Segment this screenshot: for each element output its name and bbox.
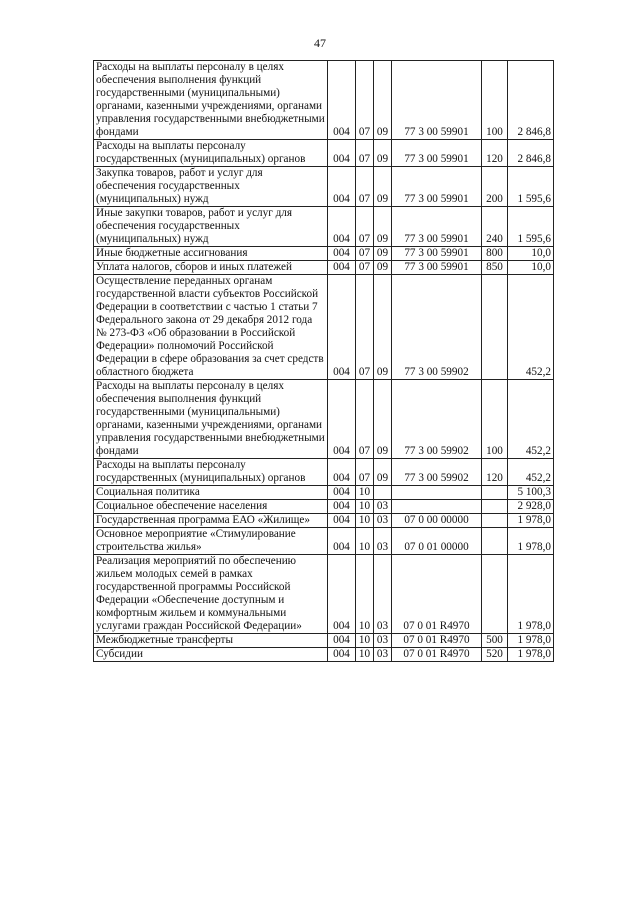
row-amount: 2 846,8 bbox=[508, 140, 554, 167]
row-subsection-code bbox=[374, 486, 392, 500]
row-target-article: 77 3 00 59902 bbox=[392, 275, 482, 380]
table-row bbox=[94, 486, 554, 500]
row-section-code: 07 bbox=[356, 207, 374, 247]
row-target-article: 07 0 00 00000 bbox=[392, 514, 482, 528]
table-row bbox=[94, 61, 554, 140]
row-subsection-code: 03 bbox=[374, 500, 392, 514]
row-section-code: 07 bbox=[356, 261, 374, 275]
row-amount: 2 928,0 bbox=[508, 500, 554, 514]
row-amount: 1 978,0 bbox=[508, 648, 554, 662]
row-name: Расходы на выплаты персоналу в целях обеспечения выполнения функций государственными (муниципальными) органами, казенными учреждениями, органами управления государственными внебюджетными фондами bbox=[94, 380, 328, 459]
row-expense-type: 200 bbox=[482, 167, 508, 207]
row-section-code: 07 bbox=[356, 167, 374, 207]
row-name: Субсидии bbox=[94, 648, 328, 662]
row-expense-type bbox=[482, 275, 508, 380]
table-row bbox=[94, 528, 554, 555]
row-subsection-code: 03 bbox=[374, 555, 392, 634]
row-target-article: 07 0 01 R4970 bbox=[392, 555, 482, 634]
row-amount: 452,2 bbox=[508, 275, 554, 380]
row-amount: 1 978,0 bbox=[508, 528, 554, 555]
row-section-code: 07 bbox=[356, 61, 374, 140]
row-ved-code: 004 bbox=[328, 247, 356, 261]
row-expense-type: 500 bbox=[482, 634, 508, 648]
row-subsection-code: 09 bbox=[374, 207, 392, 247]
row-subsection-code: 03 bbox=[374, 528, 392, 555]
row-ved-code: 004 bbox=[328, 167, 356, 207]
row-subsection-code: 09 bbox=[374, 167, 392, 207]
row-expense-type: 800 bbox=[482, 247, 508, 261]
row-ved-code: 004 bbox=[328, 140, 356, 167]
row-target-article: 77 3 00 59901 bbox=[392, 207, 482, 247]
row-amount: 2 846,8 bbox=[508, 61, 554, 140]
row-expense-type: 100 bbox=[482, 380, 508, 459]
row-expense-type: 120 bbox=[482, 140, 508, 167]
table-row bbox=[94, 247, 554, 261]
row-subsection-code: 03 bbox=[374, 634, 392, 648]
row-target-article: 77 3 00 59901 bbox=[392, 167, 482, 207]
row-amount: 1 595,6 bbox=[508, 207, 554, 247]
table-row bbox=[94, 275, 554, 380]
row-expense-type bbox=[482, 500, 508, 514]
table-row bbox=[94, 459, 554, 486]
row-ved-code: 004 bbox=[328, 514, 356, 528]
row-subsection-code: 09 bbox=[374, 261, 392, 275]
row-amount: 1 978,0 bbox=[508, 514, 554, 528]
row-ved-code: 004 bbox=[328, 207, 356, 247]
budget-table-body bbox=[94, 61, 554, 662]
row-expense-type: 120 bbox=[482, 459, 508, 486]
row-expense-type bbox=[482, 514, 508, 528]
row-amount: 1 978,0 bbox=[508, 555, 554, 634]
row-section-code: 07 bbox=[356, 275, 374, 380]
row-section-code: 07 bbox=[356, 380, 374, 459]
row-subsection-code: 09 bbox=[374, 459, 392, 486]
row-target-article: 07 0 01 R4970 bbox=[392, 634, 482, 648]
budget-table bbox=[93, 60, 554, 662]
row-ved-code: 004 bbox=[328, 634, 356, 648]
row-name: Расходы на выплаты персоналу в целях обеспечения выполнения функций государственными (муниципальными) органами, казенными учреждениями, органами управления государственными внебюджетными фондами bbox=[94, 61, 328, 140]
row-amount: 1 978,0 bbox=[508, 634, 554, 648]
row-ved-code: 004 bbox=[328, 555, 356, 634]
row-expense-type bbox=[482, 528, 508, 555]
row-ved-code: 004 bbox=[328, 261, 356, 275]
row-name: Межбюджетные трансферты bbox=[94, 634, 328, 648]
row-section-code: 10 bbox=[356, 555, 374, 634]
table-row bbox=[94, 380, 554, 459]
row-amount: 1 595,6 bbox=[508, 167, 554, 207]
row-target-article: 77 3 00 59901 bbox=[392, 61, 482, 140]
table-row bbox=[94, 261, 554, 275]
row-ved-code: 004 bbox=[328, 380, 356, 459]
table-row bbox=[94, 514, 554, 528]
row-name: Расходы на выплаты персоналу государственных (муниципальных) органов bbox=[94, 459, 328, 486]
row-ved-code: 004 bbox=[328, 528, 356, 555]
row-section-code: 10 bbox=[356, 634, 374, 648]
row-expense-type: 850 bbox=[482, 261, 508, 275]
page-number: 47 bbox=[314, 36, 326, 50]
row-target-article bbox=[392, 486, 482, 500]
row-target-article: 07 0 01 00000 bbox=[392, 528, 482, 555]
row-expense-type: 240 bbox=[482, 207, 508, 247]
row-target-article: 77 3 00 59902 bbox=[392, 459, 482, 486]
row-target-article: 77 3 00 59901 bbox=[392, 261, 482, 275]
row-expense-type: 100 bbox=[482, 61, 508, 140]
row-name: Социальное обеспечение населения bbox=[94, 500, 328, 514]
row-ved-code: 004 bbox=[328, 275, 356, 380]
row-section-code: 10 bbox=[356, 648, 374, 662]
row-subsection-code: 09 bbox=[374, 247, 392, 261]
row-name: Уплата налогов, сборов и иных платежей bbox=[94, 261, 328, 275]
row-subsection-code: 09 bbox=[374, 275, 392, 380]
row-name: Реализация мероприятий по обеспечению жильем молодых семей в рамках государственной программы Российской Федерации «Обеспечение доступным и комфортным жильем и коммунальными услугами граждан Российской Федерации» bbox=[94, 555, 328, 634]
row-ved-code: 004 bbox=[328, 500, 356, 514]
row-amount: 5 100,3 bbox=[508, 486, 554, 500]
table-row bbox=[94, 500, 554, 514]
row-name: Расходы на выплаты персоналу государственных (муниципальных) органов bbox=[94, 140, 328, 167]
row-name: Иные бюджетные ассигнования bbox=[94, 247, 328, 261]
row-name: Основное мероприятие «Стимулирование строительства жилья» bbox=[94, 528, 328, 555]
table-row bbox=[94, 634, 554, 648]
row-name: Государственная программа ЕАО «Жилище» bbox=[94, 514, 328, 528]
row-subsection-code: 09 bbox=[374, 380, 392, 459]
row-amount: 10,0 bbox=[508, 261, 554, 275]
row-section-code: 07 bbox=[356, 459, 374, 486]
row-section-code: 10 bbox=[356, 514, 374, 528]
row-name: Иные закупки товаров, работ и услуг для обеспечения государственных (муниципальных) нужд bbox=[94, 207, 328, 247]
row-section-code: 10 bbox=[356, 486, 374, 500]
row-target-article: 77 3 00 59901 bbox=[392, 140, 482, 167]
row-subsection-code: 03 bbox=[374, 648, 392, 662]
row-section-code: 07 bbox=[356, 140, 374, 167]
row-target-article: 07 0 01 R4970 bbox=[392, 648, 482, 662]
row-subsection-code: 03 bbox=[374, 514, 392, 528]
row-name: Осуществление переданных органам государственной власти субъектов Российской Федерации в соответствии с частью 1 статьи 7 Федерального закона от 29 декабря 2012 года № 273-ФЗ «Об образовании в Российской Федерации» полномочий Российской Федерации в сфере образования за счет средств областного бюджета bbox=[94, 275, 328, 380]
row-expense-type: 520 bbox=[482, 648, 508, 662]
row-name: Социальная политика bbox=[94, 486, 328, 500]
row-target-article bbox=[392, 500, 482, 514]
row-ved-code: 004 bbox=[328, 61, 356, 140]
row-target-article: 77 3 00 59902 bbox=[392, 380, 482, 459]
row-section-code: 10 bbox=[356, 528, 374, 555]
row-section-code: 07 bbox=[356, 247, 374, 261]
row-ved-code: 004 bbox=[328, 648, 356, 662]
row-ved-code: 004 bbox=[328, 486, 356, 500]
row-amount: 452,2 bbox=[508, 380, 554, 459]
table-row bbox=[94, 207, 554, 247]
row-target-article: 77 3 00 59901 bbox=[392, 247, 482, 261]
table-row bbox=[94, 648, 554, 662]
row-ved-code: 004 bbox=[328, 459, 356, 486]
row-expense-type bbox=[482, 555, 508, 634]
table-row bbox=[94, 167, 554, 207]
table-row bbox=[94, 555, 554, 634]
row-amount: 10,0 bbox=[508, 247, 554, 261]
row-expense-type bbox=[482, 486, 508, 500]
row-subsection-code: 09 bbox=[374, 140, 392, 167]
row-name: Закупка товаров, работ и услуг для обеспечения государственных (муниципальных) нужд bbox=[94, 167, 328, 207]
row-section-code: 10 bbox=[356, 500, 374, 514]
table-row bbox=[94, 140, 554, 167]
row-subsection-code: 09 bbox=[374, 61, 392, 140]
row-amount: 452,2 bbox=[508, 459, 554, 486]
